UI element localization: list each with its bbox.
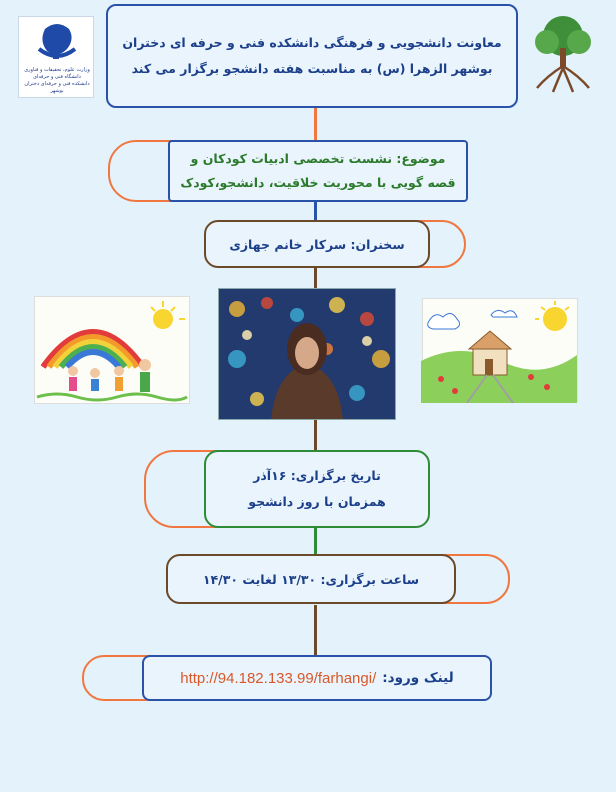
connector-line-6 <box>314 605 317 655</box>
connector-line-1 <box>314 108 317 142</box>
date-line-2: همزمان با روز دانشجو <box>248 494 386 509</box>
house-drawing <box>422 298 578 402</box>
header-box <box>106 4 518 108</box>
speaker-portrait-icon <box>218 289 395 420</box>
logo-caption <box>21 67 93 95</box>
logo-line-2: دانشگاه فنی و حرفه‌ای <box>33 74 81 80</box>
connector-line-5 <box>314 528 317 554</box>
time-label: ساعت برگزاری: ۱۳/۳۰ لغایت ۱۴/۳۰ <box>202 571 420 587</box>
speaker-photo <box>218 288 396 420</box>
header-line-2: بوشهر الزهرا (س) به مناسبت هفته دانشجو برگزار می کند <box>131 61 493 76</box>
tree-icon <box>525 12 601 102</box>
topic-line-2: قصه گویی با محوریت خلاقیت، دانشجو،کودک <box>180 175 456 190</box>
link-url[interactable]: http://94.182.133.99/farhangi/ <box>180 669 377 687</box>
house-landscape-illustration-icon <box>421 299 577 403</box>
connector-line-3 <box>314 268 317 288</box>
connector-line-2 <box>314 202 317 220</box>
link-label: لینک ورود: <box>382 670 454 686</box>
topic-box <box>168 140 468 202</box>
university-emblem-icon <box>19 21 95 67</box>
header-line-1: معاونت دانشجویی و فرهنگی دانشکده فنی و حرفه ای دختران <box>122 35 502 50</box>
topic-line-1: موضوع: نشست تخصصی ادبیات کودکان و <box>190 151 446 166</box>
link-box <box>142 655 492 701</box>
rainbow-drawing <box>34 296 190 404</box>
rainbow-children-illustration-icon <box>33 297 189 405</box>
date-line-1: تاریخ برگزاری: ۱۶آذر <box>253 468 381 483</box>
connector-line-4 <box>314 420 317 450</box>
logo-line-3: دانشکده فنی و حرفه‌ای دختران بوشهر <box>24 81 90 94</box>
date-box <box>204 450 430 528</box>
tree-logo <box>525 12 601 102</box>
time-box <box>166 554 456 604</box>
speaker-box <box>204 220 430 268</box>
speaker-label: سخنران: سرکار خانم جهازی <box>229 236 405 252</box>
university-logo <box>18 16 94 98</box>
logo-line-1: وزارت علوم، تحقیقات و فناوری <box>24 67 90 73</box>
